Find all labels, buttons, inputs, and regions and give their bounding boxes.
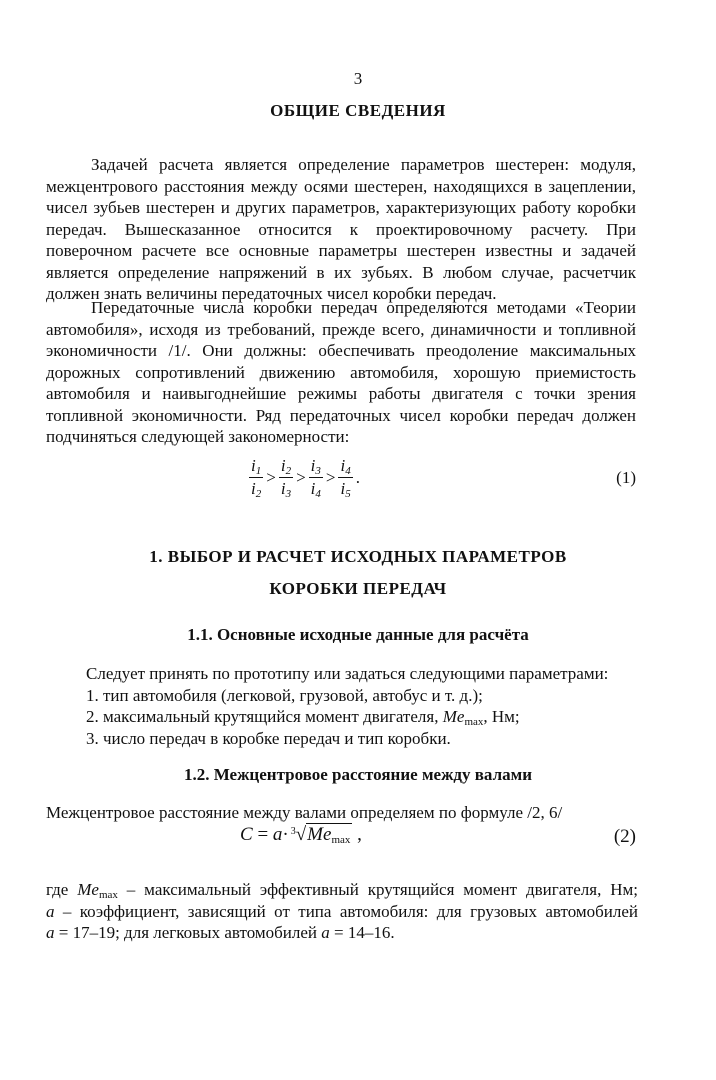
definition-line-3: a = 17–19; для легковых автомобилей a = 14–16. (46, 923, 395, 942)
section-1-2-intro: Межцентровое расстояние между валами определяем по формуле /2, 6/ (46, 803, 563, 822)
definition-line-2: a – коэффициент, зависящий от типа автомобиля: для грузовых автомобилей (46, 901, 638, 921)
page-number: 3 (353, 69, 363, 88)
list-item-3: 3. число передач в коробке передач и тип коробки. (86, 728, 451, 748)
definition-line-1: где $Me_{max}$ – максимальный эффективный крутящийся момент двигателя, Нм; (46, 880, 638, 901)
gt-sign: > (296, 467, 306, 487)
fraction-1: $\frac{i_1}{i_2}$ (251, 456, 262, 500)
equation-1-number: (1) (616, 468, 636, 487)
list-item-1: 1. тип автомобиля (легковой, грузовой, автобус и т. д.); (86, 685, 483, 705)
fraction-3: $\frac{i_3}{i_4}$ (310, 456, 321, 500)
paragraph-intro: Задачей расчета является определение параметров шестерен: модуля, межцентрового расстояния между осями шестерен, находящихся в зацеплении, чисел зубьев шестерен и других параметров, характеризующих работу коробки передач. Вышесказанное относится к проектировочному расчету. При поверочном расчете все основные параметры шестерен известны и задачей является определение напряжений в их зубьях. В любом случае, расчетчик должен знать величины передаточных чисел коробки передач. (46, 155, 636, 303)
fraction-4: $\frac{i_4}{i_5}$ (340, 456, 351, 500)
chapter-1-title-line2: КОРОБКИ ПЕРЕДАЧ (269, 579, 447, 598)
section-title-general: ОБЩИЕ СВЕДЕНИЯ (270, 101, 446, 120)
gt-sign: > (266, 467, 276, 487)
section-1-1-list (86, 663, 666, 749)
equation-end: . (355, 467, 360, 487)
section-1-1-title: 1.1. Основные исходные данные для расчёта (187, 625, 529, 644)
fraction-2: $\frac{i_2}{i_3}$ (280, 456, 292, 500)
definitions-block (46, 879, 638, 944)
list-intro: Следует принять по прототипу или задаться следующими параметрами: (86, 664, 609, 683)
gt-sign: > (325, 467, 336, 487)
radicand: $Me_{max}$ (307, 824, 351, 846)
equation-2-number: (2) (613, 826, 636, 847)
chapter-1-title-line1: 1. ВЫБОР И РАСЧЕТ ИСХОДНЫХ ПАРАМЕТРОВ (149, 547, 567, 566)
paragraph-gear-ratios: Передаточные числа коробки передач определяются методами «Теории автомобиля», исходя из требований, прежде всего, динамичности и топливной экономичности /1/. Они должны: обеспечивать преодоление максимальных дорожных сопротивлений движению автомобиля, хорошую приемистость автомобиля и наивыгоднейшие режимы работы двигателя с точки зрения топливной экономичности. Ряд передаточных чисел коробки передач должен подчиняться следующей закономерности: (46, 298, 636, 446)
section-1-2-title: 1.2. Межцентровое расстояние между валами (183, 765, 532, 784)
equation-1 (248, 455, 418, 507)
equation-2: $C = a\cdot ^3√Me_{max}$ , (240, 824, 362, 846)
list-item-2: 2. максимальный крутящийся момент двигателя, $Me_{max}$, Нм; (86, 707, 520, 728)
